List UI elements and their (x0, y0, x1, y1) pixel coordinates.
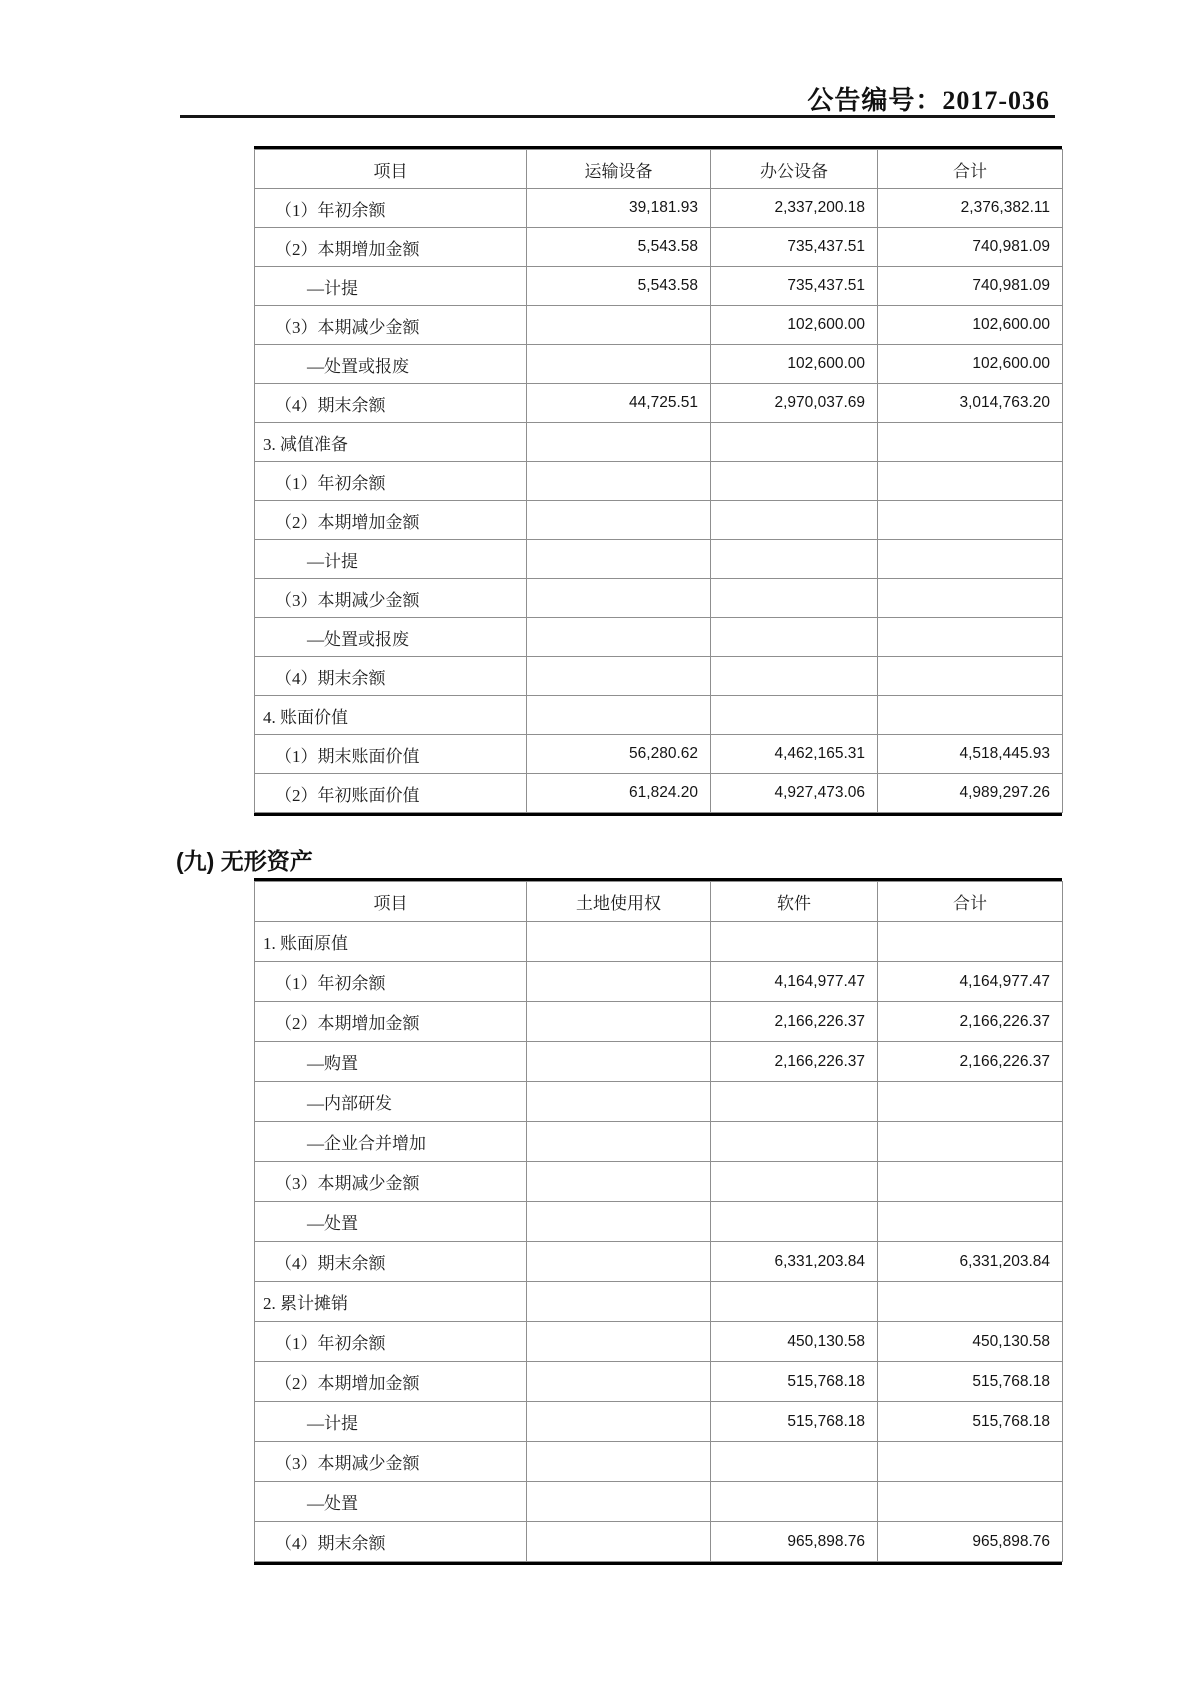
cell-value (878, 1082, 1063, 1122)
cell-value (711, 540, 878, 579)
table-row (255, 540, 1063, 579)
row-label: —企业合并增加 (255, 1122, 527, 1162)
cell-value: 4,518,445.93 (878, 735, 1063, 774)
table-body (255, 922, 1063, 1562)
row-label: —处置 (255, 1482, 527, 1522)
cell-value: 4,927,473.06 (711, 774, 878, 813)
cell-value (527, 423, 711, 462)
table-row (255, 384, 1063, 423)
table-row (255, 696, 1063, 735)
row-label: （3）本期减少金额 (255, 1442, 527, 1482)
table-row (255, 579, 1063, 618)
column-header: 合计 (878, 882, 1063, 922)
cell-value: 2,970,037.69 (711, 384, 878, 423)
table-row (255, 774, 1063, 813)
cell-value: 515,768.18 (711, 1362, 878, 1402)
cell-value (527, 501, 711, 540)
table-row (255, 1282, 1063, 1322)
row-label: —处置或报废 (255, 345, 527, 384)
cell-value (878, 540, 1063, 579)
fixed-assets-table (254, 146, 1062, 816)
row-label: （3）本期减少金额 (255, 306, 527, 345)
cell-value (527, 1362, 711, 1402)
row-label: （2）本期增加金额 (255, 228, 527, 267)
cell-value: 44,725.51 (527, 384, 711, 423)
row-label: —内部研发 (255, 1082, 527, 1122)
cell-value: 965,898.76 (711, 1522, 878, 1562)
column-header: 合计 (878, 150, 1063, 189)
row-label: （1）年初余额 (255, 1322, 527, 1362)
row-label: （2）本期增加金额 (255, 1362, 527, 1402)
row-label: （4）期末余额 (255, 657, 527, 696)
cell-value: 450,130.58 (711, 1322, 878, 1362)
cell-value: 102,600.00 (711, 345, 878, 384)
cell-value: 4,989,297.26 (878, 774, 1063, 813)
cell-value: 6,331,203.84 (878, 1242, 1063, 1282)
table-row (255, 922, 1063, 962)
cell-value: 61,824.20 (527, 774, 711, 813)
table-body (255, 189, 1063, 813)
row-label: （1）年初余额 (255, 189, 527, 228)
announcement-number: 公告编号：2017-036 (807, 86, 1050, 115)
cell-value: 102,600.00 (711, 306, 878, 345)
table-row (255, 1202, 1063, 1242)
column-header: 土地使用权 (527, 882, 711, 922)
row-label: （3）本期减少金额 (255, 1162, 527, 1202)
cell-value (527, 1202, 711, 1242)
cell-value (527, 1322, 711, 1362)
cell-value (527, 1082, 711, 1122)
table-row (255, 462, 1063, 501)
table-row (255, 501, 1063, 540)
row-label: （2）本期增加金额 (255, 501, 527, 540)
row-label: （2）年初账面价值 (255, 774, 527, 813)
cell-value (878, 501, 1063, 540)
cell-value (711, 1082, 878, 1122)
row-label: （1）年初余额 (255, 962, 527, 1002)
row-label: （3）本期减少金额 (255, 579, 527, 618)
cell-value (711, 657, 878, 696)
cell-value (527, 1282, 711, 1322)
table-row (255, 882, 1063, 922)
cell-value: 102,600.00 (878, 345, 1063, 384)
cell-value: 4,164,977.47 (711, 962, 878, 1002)
table-row (255, 1362, 1063, 1402)
row-label: 3. 减值准备 (255, 423, 527, 462)
cell-value (527, 922, 711, 962)
table-row (255, 1162, 1063, 1202)
row-label: 2. 累计摊销 (255, 1282, 527, 1322)
column-header: 项目 (255, 150, 527, 189)
table-row (255, 1242, 1063, 1282)
cell-value (878, 462, 1063, 501)
cell-value: 2,166,226.37 (711, 1042, 878, 1082)
cell-value (527, 462, 711, 501)
table-row (255, 1042, 1063, 1082)
cell-value: 740,981.09 (878, 228, 1063, 267)
cell-value: 450,130.58 (878, 1322, 1063, 1362)
row-label: （1）期末账面价值 (255, 735, 527, 774)
table-row (255, 423, 1063, 462)
cell-value (878, 922, 1063, 962)
table-row (255, 735, 1063, 774)
table-row (255, 1442, 1063, 1482)
row-label: （2）本期增加金额 (255, 1002, 527, 1042)
cell-value (878, 579, 1063, 618)
cell-value: 4,164,977.47 (878, 962, 1063, 1002)
section-title: (九) 无形资产 (176, 848, 313, 874)
table-row (255, 1122, 1063, 1162)
row-label: （4）期末余额 (255, 384, 527, 423)
row-label: （1）年初余额 (255, 462, 527, 501)
table-row (255, 962, 1063, 1002)
cell-value (711, 501, 878, 540)
cell-value (527, 1442, 711, 1482)
intangible-assets-table-grid (254, 881, 1063, 1562)
cell-value: 39,181.93 (527, 189, 711, 228)
cell-value (711, 462, 878, 501)
column-header: 软件 (711, 882, 878, 922)
table-row (255, 1402, 1063, 1442)
table-row (255, 150, 1063, 189)
cell-value (711, 696, 878, 735)
cell-value: 6,331,203.84 (711, 1242, 878, 1282)
cell-value: 515,768.18 (878, 1362, 1063, 1402)
cell-value (878, 1122, 1063, 1162)
table-header-row (255, 882, 1063, 922)
cell-value: 3,014,763.20 (878, 384, 1063, 423)
cell-value: 515,768.18 (711, 1402, 878, 1442)
cell-value: 965,898.76 (878, 1522, 1063, 1562)
table-row (255, 1322, 1063, 1362)
table-row (255, 1082, 1063, 1122)
row-label: （4）期末余额 (255, 1522, 527, 1562)
header-rule (180, 115, 1055, 118)
cell-value: 4,462,165.31 (711, 735, 878, 774)
column-header: 办公设备 (711, 150, 878, 189)
cell-value (711, 922, 878, 962)
cell-value: 735,437.51 (711, 267, 878, 306)
cell-value: 102,600.00 (878, 306, 1063, 345)
table-row (255, 657, 1063, 696)
cell-value (527, 1522, 711, 1562)
cell-value (878, 1442, 1063, 1482)
cell-value (711, 1202, 878, 1242)
cell-value (878, 1162, 1063, 1202)
column-header: 运输设备 (527, 150, 711, 189)
row-label: —计提 (255, 1402, 527, 1442)
cell-value (878, 618, 1063, 657)
cell-value (878, 696, 1063, 735)
table-row (255, 1482, 1063, 1522)
cell-value: 5,543.58 (527, 228, 711, 267)
cell-value (878, 1202, 1063, 1242)
row-label: —处置或报废 (255, 618, 527, 657)
cell-value: 2,166,226.37 (878, 1042, 1063, 1082)
cell-value (527, 1242, 711, 1282)
table-row (255, 267, 1063, 306)
row-label: —购置 (255, 1042, 527, 1082)
table-row (255, 189, 1063, 228)
cell-value (527, 1042, 711, 1082)
table-row (255, 618, 1063, 657)
cell-value (711, 1162, 878, 1202)
cell-value (527, 1122, 711, 1162)
row-label: —计提 (255, 540, 527, 579)
cell-value (527, 657, 711, 696)
cell-value (527, 540, 711, 579)
cell-value (711, 579, 878, 618)
cell-value (878, 1482, 1063, 1522)
cell-value: 735,437.51 (711, 228, 878, 267)
cell-value: 2,166,226.37 (711, 1002, 878, 1042)
cell-value (527, 1402, 711, 1442)
cell-value (527, 1002, 711, 1042)
cell-value (878, 657, 1063, 696)
cell-value (711, 423, 878, 462)
table-row (255, 1002, 1063, 1042)
cell-value: 5,543.58 (527, 267, 711, 306)
cell-value: 740,981.09 (878, 267, 1063, 306)
row-label: —计提 (255, 267, 527, 306)
cell-value (711, 1442, 878, 1482)
column-header: 项目 (255, 882, 527, 922)
cell-value (878, 423, 1063, 462)
row-label: 4. 账面价值 (255, 696, 527, 735)
cell-value (527, 579, 711, 618)
cell-value: 56,280.62 (527, 735, 711, 774)
table-row (255, 1522, 1063, 1562)
row-label: 1. 账面原值 (255, 922, 527, 962)
table-header-row (255, 150, 1063, 189)
cell-value (711, 1122, 878, 1162)
fixed-assets-table-grid (254, 149, 1063, 813)
table-row (255, 228, 1063, 267)
cell-value (527, 345, 711, 384)
cell-value: 2,376,382.11 (878, 189, 1063, 228)
table-row (255, 345, 1063, 384)
cell-value (711, 1282, 878, 1322)
cell-value (527, 306, 711, 345)
cell-value (527, 1482, 711, 1522)
row-label: （4）期末余额 (255, 1242, 527, 1282)
cell-value (878, 1282, 1063, 1322)
table-row (255, 306, 1063, 345)
cell-value: 2,166,226.37 (878, 1002, 1063, 1042)
cell-value (527, 962, 711, 1002)
cell-value (527, 618, 711, 657)
cell-value (527, 696, 711, 735)
cell-value (527, 1162, 711, 1202)
cell-value: 2,337,200.18 (711, 189, 878, 228)
row-label: —处置 (255, 1202, 527, 1242)
cell-value (711, 1482, 878, 1522)
intangible-assets-table (254, 878, 1062, 1565)
cell-value (711, 618, 878, 657)
cell-value: 515,768.18 (878, 1402, 1063, 1442)
